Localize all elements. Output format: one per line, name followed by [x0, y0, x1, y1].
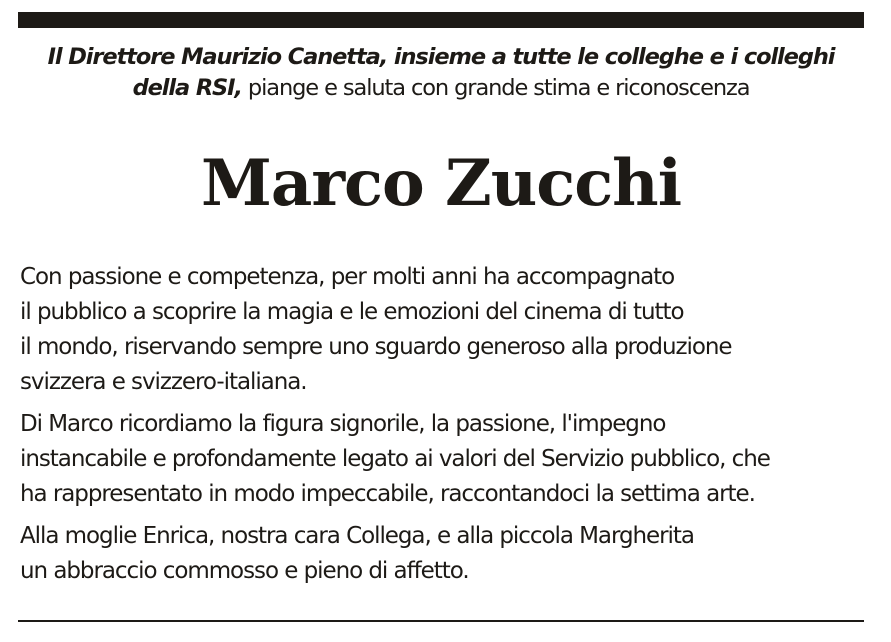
text-line: ha rappresentato in modo impeccabile, raccontandoci la settima arte.: [20, 481, 755, 507]
obituary-body: [20, 260, 866, 596]
bottom-rule: [18, 620, 864, 622]
paragraph-memory: [20, 407, 866, 512]
header-intro: Il Direttore Maurizio Canetta, insieme a tutte le colleghe e i colleghi: [47, 44, 835, 70]
text-line: instancabile e profondamente legato ai valori del Servizio pubblico, che: [20, 446, 770, 472]
text-line: il pubblico a scoprire la magia e le emozioni del cinema di tutto: [20, 299, 684, 325]
text-line: Alla moglie Enrica, nostra cara Collega, e alla piccola Margherita: [20, 523, 694, 549]
text-line: Con passione e competenza, per molti anni ha accompagnato: [20, 264, 675, 290]
top-rule: [18, 12, 864, 28]
paragraph-tribute: [20, 260, 866, 400]
text-line: un abbraccio commosso e pieno di affetto.: [20, 558, 469, 584]
text-line: svizzera e svizzero-italiana.: [20, 369, 307, 395]
header-organization: della RSI,: [132, 75, 242, 101]
deceased-name: Marco Zucchi: [201, 146, 681, 221]
paragraph-condolence: [20, 519, 866, 589]
text-line: Di Marco ricordiamo la figura signorile, la passione, l'impegno: [20, 411, 666, 437]
text-line: il mondo, riservando sempre uno sguardo generoso alla produzione: [20, 334, 732, 360]
announcement-header: [18, 42, 864, 104]
header-statement: piange e saluta con grande stima e riconoscenza: [241, 75, 750, 101]
